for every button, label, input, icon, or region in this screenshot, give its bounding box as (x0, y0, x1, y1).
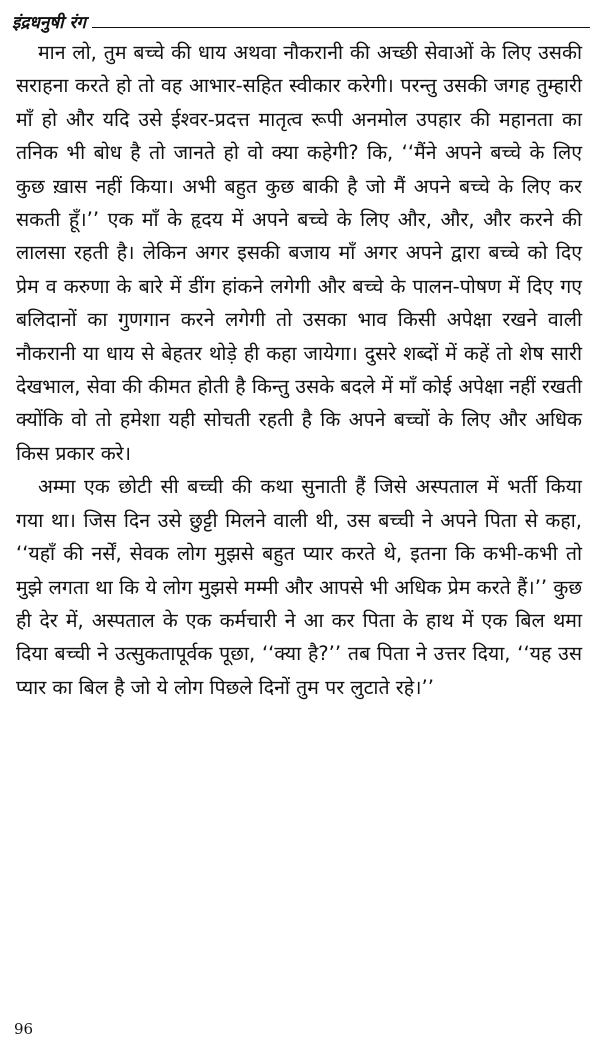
running-header-title: इंद्रधनुषी रंग (12, 13, 86, 33)
running-header (12, 4, 590, 34)
body-text (16, 36, 582, 704)
paragraph-2: अम्मा एक छोटी सी बच्ची की कथा सुनाती हैं जिसे अस्पताल में भर्ती किया गया था। जिस दिन उसे छुट्टी मिलने वाली थी, उस बच्ची ने अपने पिता से कहा, ‘‘यहाँ की नर्सें, सेवक लोग मुझसे बहुत प्यार करते थे, इतना कि कभी-कभी तो मुझे लगता था कि ये लोग मुझसे मम्मी और आपसे भी अधिक प्रेम करते हैं।’’ कुछ ही देर में, अस्पताल के एक कर्मचारी ने आ कर पिता के हाथ में एक बिल थमा दिया बच्ची ने उत्सुकतापूर्वक पूछा, ‘‘क्या है?’’ तब पिता ने उत्तर दिया, ‘‘यह उस प्यार का बिल है जो ये लोग पिछले दिनों तुम पर लुटाते रहे।’’ (16, 475, 582, 699)
header-rule (92, 27, 590, 28)
paragraph-1: मान लो, तुम बच्चे की धाय अथवा नौकरानी की अच्छी सेवाओं के लिए उसकी सराहना करते हो तो वह आभार-सहित स्वीकार करेगी। परन्तु उसकी जगह तुम्हारी माँ हो और यदि उसे ईश्वर-प्रदत्त मातृत्व रूपी अनमोल उपहार की महानता का तनिक भी बोध है तो जानते हो वो क्या कहेगी? कि, ‘‘मैंने अपने बच्चे के लिए कुछ ख़ास नहीं किया। अभी बहुत कुछ बाकी है जो मैं अपने बच्चे के लिए कर सकती हूँ।’’ एक माँ के हृदय में अपने बच्चे के लिए और, और, और करने की लालसा रहती है। लेकिन अगर इसकी बजाय माँ अगर अपने द्वारा बच्चे को दिए प्रेम व करुणा के बारे में डींग हांकने लगेगी और बच्चे के पालन-पोषण में दिए गए बलिदानों का गुणगान करने लगेगी तो उसका भाव किसी अपेक्षा रखने वाली नौकरानी या धाय से बेहतर थोड़े ही कहा जायेगा। दुसरे शब्दों में कहें तो शेष सारी देखभाल, सेवा की कीमत होती है किन्तु उसके बदले में माँ कोई अपेक्षा नहीं रखती क्योंकि वो तो हमेशा यही सोचती रहती है कि अपने बच्चों के लिए और अधिक किस प्रकार करे। (16, 41, 582, 465)
page-number: 96 (14, 1020, 34, 1038)
